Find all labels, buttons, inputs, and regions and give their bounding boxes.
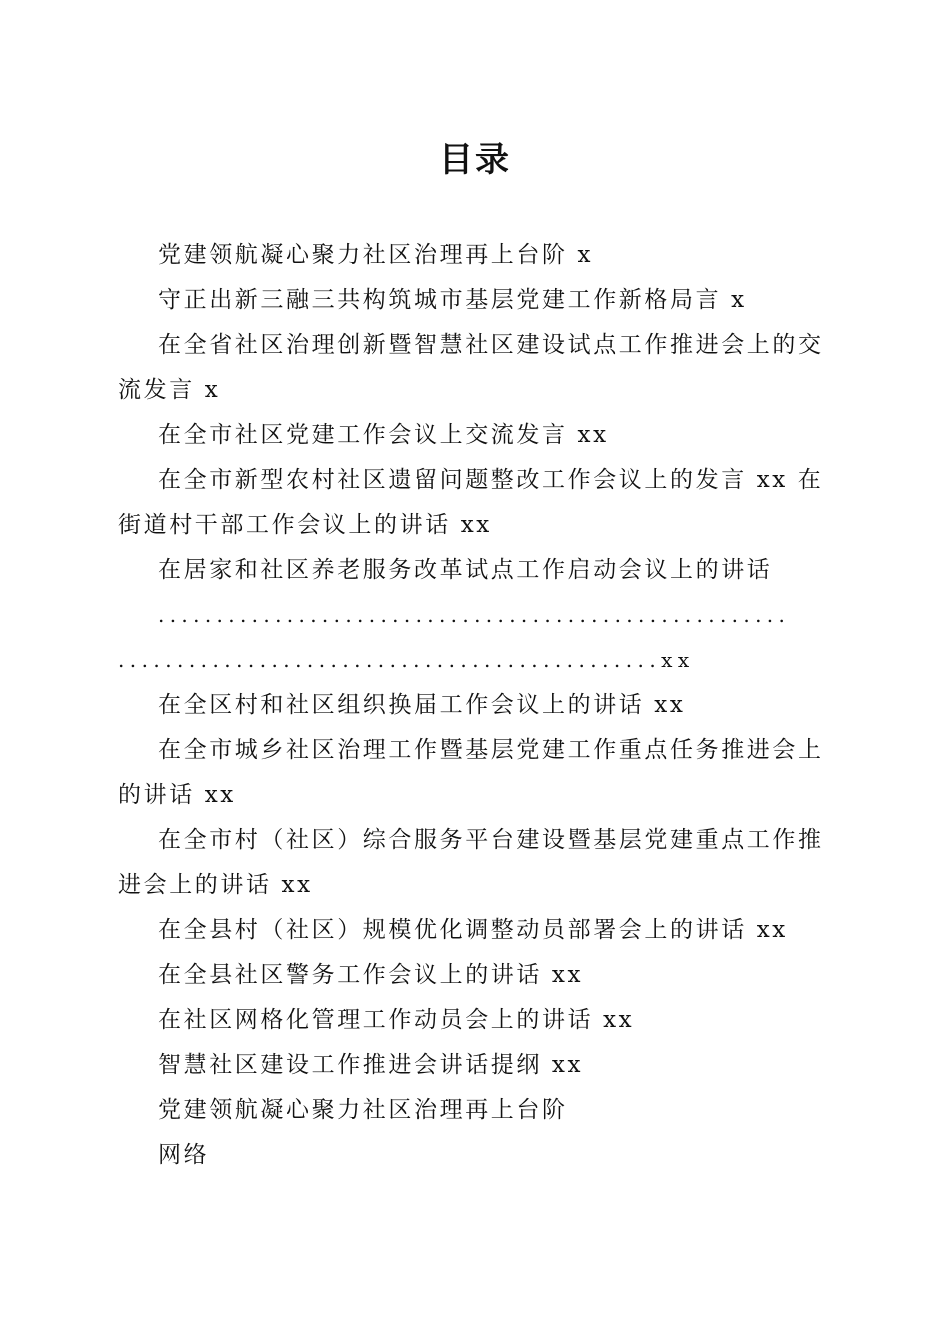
toc-dot-leader: ...................................................... — [158, 603, 791, 627]
toc-entry: 在全县村（社区）规模优化调整动员部署会上的讲话 xx — [158, 917, 788, 943]
toc-entry-continuation: 街道村干部工作会议上的讲话 xx — [118, 512, 492, 538]
toc-entry: 在全市村（社区）综合服务平台建设暨基层党建重点工作推 — [158, 827, 824, 853]
toc-entry: 在社区网格化管理工作动员会上的讲话 xx — [158, 1007, 635, 1033]
toc-entry: 在全区村和社区组织换届工作会议上的讲话 xx — [158, 692, 686, 718]
page-title: 目录 — [439, 140, 511, 180]
toc-entry: 党建领航凝心聚力社区治理再上台阶 x — [158, 242, 594, 268]
toc-entry-continuation: 的讲话 xx — [118, 782, 236, 808]
toc-dot-leader-page: ..............................................xx — [118, 648, 695, 672]
toc-entry: 在居家和社区养老服务改革试点工作启动会议上的讲话 — [158, 557, 773, 583]
toc-entry-continuation: 进会上的讲话 xx — [118, 872, 313, 898]
toc-entry: 在全市城乡社区治理工作暨基层党建工作重点任务推进会上 — [158, 737, 824, 763]
toc-entry: 党建领航凝心聚力社区治理再上台阶 — [158, 1097, 568, 1123]
toc-entry-continuation: 流发言 x — [118, 377, 221, 403]
table-of-contents — [118, 233, 828, 1178]
toc-entry: 在全省社区治理创新暨智慧社区建设试点工作推进会上的交 — [158, 332, 824, 358]
toc-entry: 在全市新型农村社区遗留问题整改工作会议上的发言 xx 在 — [158, 467, 824, 493]
toc-entry: 智慧社区建设工作推进会讲话提纲 xx — [158, 1052, 584, 1078]
toc-entry: 在全县社区警务工作会议上的讲话 xx — [158, 962, 584, 988]
toc-entry: 守正出新三融三共构筑城市基层党建工作新格局言 x — [158, 287, 747, 313]
toc-entry: 在全市社区党建工作会议上交流发言 xx — [158, 422, 609, 448]
toc-entry: 网络 — [158, 1142, 210, 1168]
